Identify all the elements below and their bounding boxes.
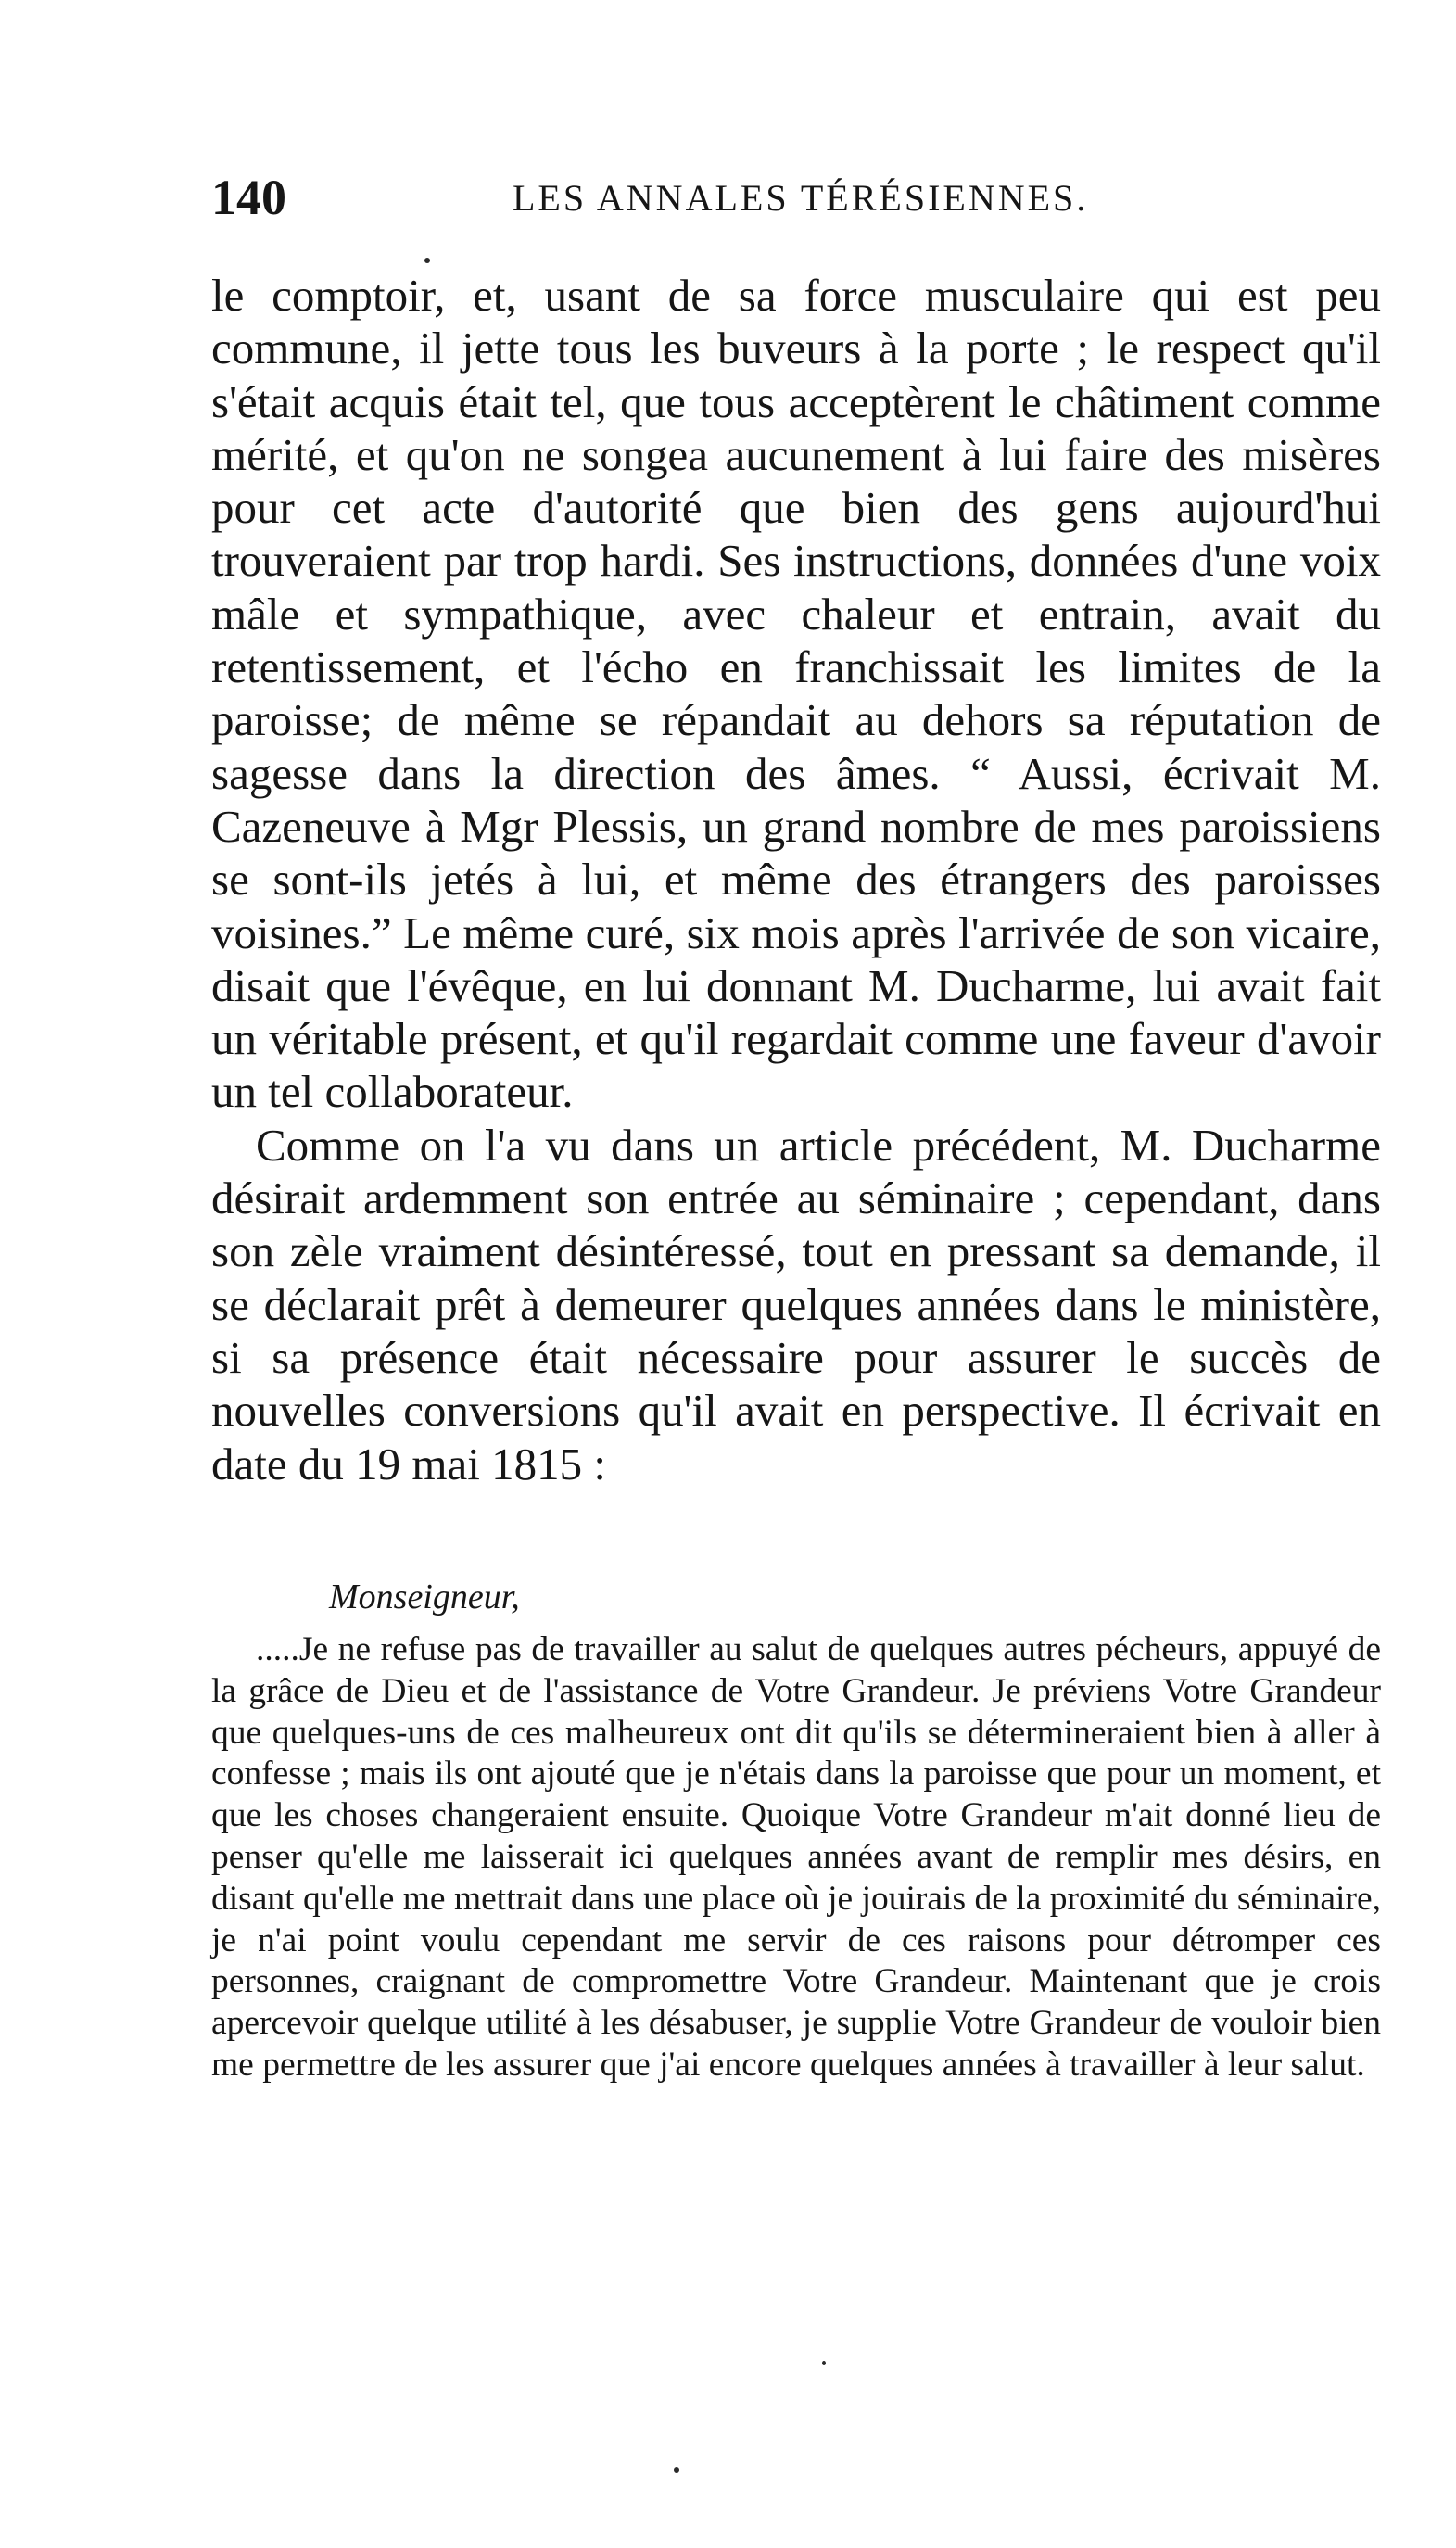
letter-paragraph: .....Je ne refuse pas de travailler au salut de quelques autres pécheurs, appuyé de la grâce de Dieu et de l'assistance de Votre Grandeur. Je préviens Votre Grandeur que quelques-uns de ces malheureux ont dit qu'ils se détermineraient bien à aller à confesse ; mais ils ont ajouté que je n'étais dans la paroisse que pour un moment, et que les choses changeraient ensuite. Quoique Votre Grandeur m'ait donné lieu de penser qu'elle me laisserait ici quelques années avant de remplir mes désirs, en disant qu'elle me mettrait dans une place où je jouirais de la proximité du séminaire, je n'ai point voulu cependant me servir de ces raisons pour détromper ces personnes, craignant de compromettre Votre Grandeur. Maintenant que je crois apercevoir quelque utilité à les désabuser, je supplie Votre Grandeur de vouloir bien me permettre de les assurer que j'ai encore quelques années à travailler à leur salut. xyxy=(211,1630,1381,2084)
running-title: LES ANNALES TÉRÉSIENNES. xyxy=(513,177,1089,219)
page-header xyxy=(211,165,1384,230)
paragraph-continuation: le comptoir, et, usant de sa force musculaire qui est peu commune, il jette tous les buveurs à la porte ; le respect qu'il s'était acquis était tel, que tous acceptèrent le châtiment comme mérité, et qu'on ne songea aucunement à lui faire des misères pour cet acte d'autorité que bien des gens aujourd'hui trouveraient par trop hardi. Ses instructions, données d'une voix mâle et sympathique, avec chaleur et entrain, avait du retentissement, et l'écho en franchissait les limites de la paroisse; de même se répandait au dehors sa réputation de sagesse dans la direction des âmes. “ Aussi, écrivait M. Cazeneuve à Mgr Plessis, un grand nombre de mes paroissiens se sont-ils jetés à lui, et même des étrangers des paroisses voisines.” Le même curé, six mois après l'arrivée de son vicaire, disait que l'évêque, en lui donnant M. Ducharme, lui avait fait un véritable présent, et qu'il regardait comme une faveur d'avoir un tel collaborateur. xyxy=(211,270,1381,1118)
letter-quote xyxy=(211,1629,1381,2086)
letter-salutation: Monseigneur, xyxy=(329,1578,520,1616)
print-speck xyxy=(822,2361,826,2365)
page-number: 140 xyxy=(211,170,286,225)
print-speck xyxy=(674,2467,679,2473)
print-speck xyxy=(424,258,430,263)
paragraph-ducharme-seminary: Comme on l'a vu dans un article précédent, M. Ducharme désirait ardemment son entrée au séminaire ; cependant, dans son zèle vraiment désintéressé, tout en pressant sa demande, il se déclarait prêt à demeurer quelques années dans le ministère, si sa présence était nécessaire pour assurer le succès de nouvelles conversions qu'il avait en perspective. Il écrivait en date du 19 mai 1815 : xyxy=(211,1119,1381,1490)
body-text xyxy=(211,269,1381,1490)
